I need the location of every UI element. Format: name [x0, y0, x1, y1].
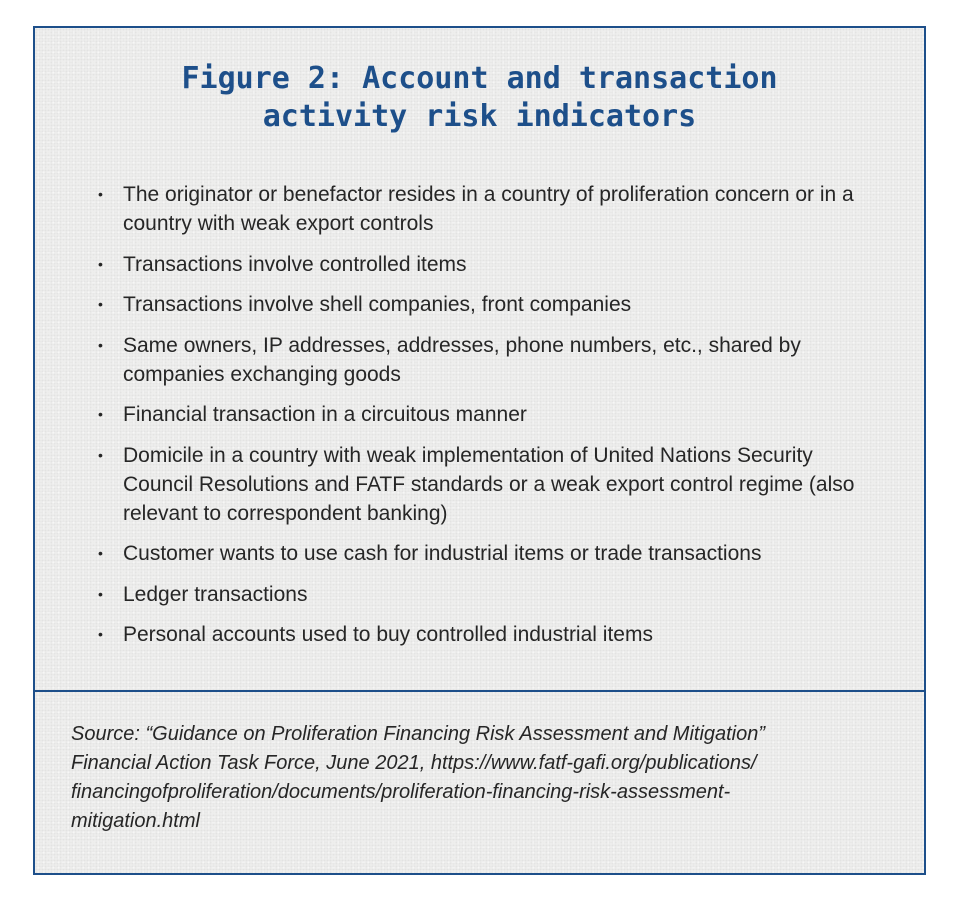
bullet-icon: • [98, 626, 103, 642]
bullet-icon: • [98, 585, 103, 602]
risk-indicator-list [95, 180, 875, 661]
bullet-icon: • [98, 255, 103, 272]
list-item-text: Transactions involve controlled items [123, 252, 467, 276]
source-line-1: Source: “Guidance on Proliferation Financing Risk Assessment and Mitigation” [71, 723, 766, 745]
list-item-text: Transactions involve shell companies, front companies [123, 293, 632, 316]
bullet-icon: • [98, 336, 103, 353]
list-item [95, 180, 875, 238]
list-item [95, 331, 875, 389]
list-item [95, 580, 875, 609]
source-line-3: financingofproliferation/documents/proliferation-financing-risk-assessment- [71, 781, 731, 803]
list-item-text: Domicile in a country with weak implementation of United Nations Security Council Resolutions and FATF standards or a weak export control regime (also relevant to correspondent banking) [123, 443, 855, 525]
list-item [95, 400, 875, 429]
list-item [95, 620, 875, 649]
list-item [95, 290, 875, 319]
figure-panel [33, 26, 926, 875]
bullet-icon: • [98, 186, 103, 202]
bullet-icon: • [98, 406, 103, 422]
list-item [95, 441, 875, 528]
bullet-icon: • [98, 446, 103, 463]
source-line-4: mitigation.html [71, 810, 200, 832]
list-item-text: Same owners, IP addresses, addresses, phone numbers, etc., shared by companies exchanging goods [123, 333, 801, 386]
source-line-2: Financial Action Task Force, June 2021, https://www.fatf-gafi.org/publications/ [71, 752, 757, 774]
bullet-icon: • [98, 296, 103, 312]
figure-title-line-1: Figure 2: Account and transaction [181, 61, 778, 96]
list-item-text: Financial transaction in a circuitous manner [123, 403, 527, 426]
list-item-text: The originator or benefactor resides in a country of proliferation concern or in a country with weak export controls [123, 183, 854, 235]
section-divider [35, 690, 924, 692]
bullet-icon: • [98, 545, 103, 561]
list-item [95, 250, 875, 279]
list-item-text: Customer wants to use cash for industrial items or trade transactions [123, 542, 762, 565]
figure-title-line-2: activity risk indicators [262, 99, 697, 134]
list-item-text: Ledger transactions [123, 582, 308, 606]
list-item-text: Personal accounts used to buy controlled industrial items [123, 623, 653, 646]
figure-title [35, 60, 924, 136]
list-item [95, 539, 875, 568]
source-citation [71, 720, 871, 836]
